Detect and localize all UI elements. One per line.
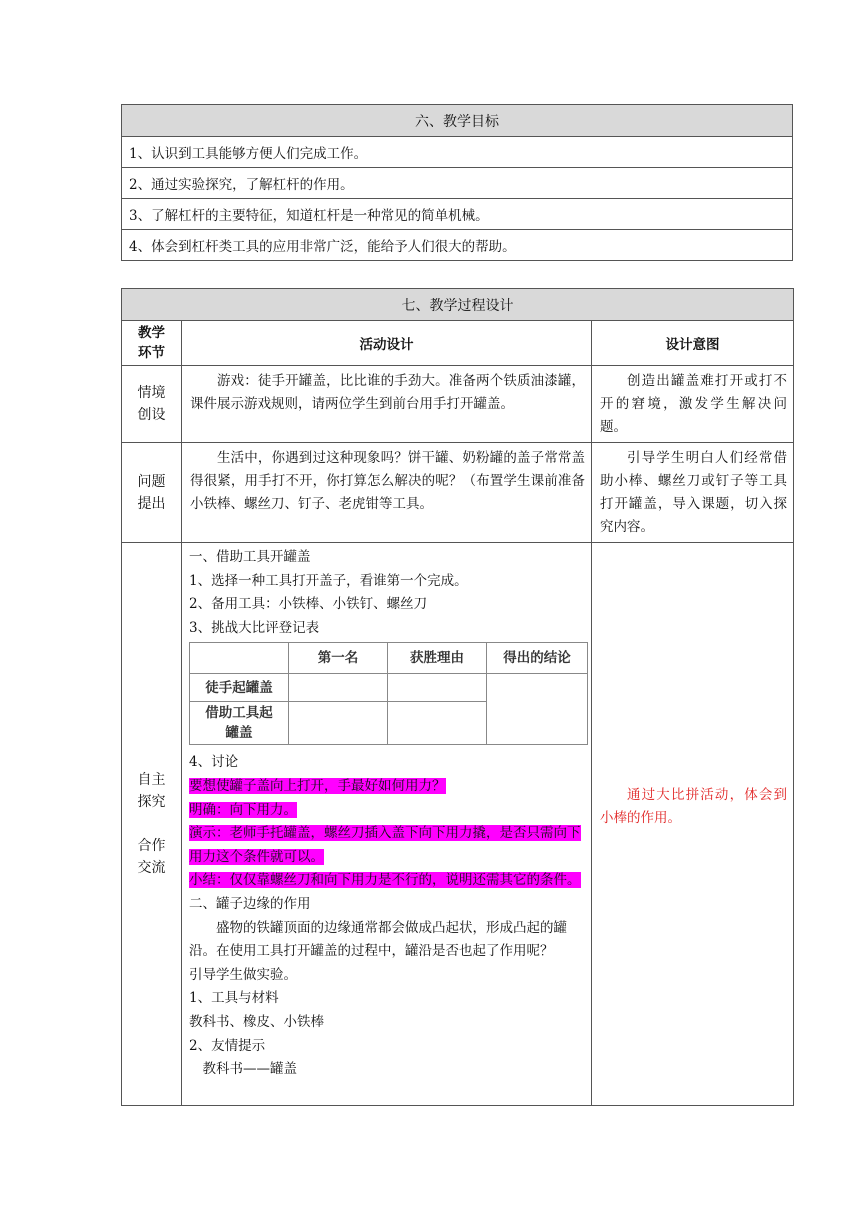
- objective-item-1: 1、认识到工具能够方便人们完成工作。: [122, 137, 793, 168]
- part2-title: 二、罐子边缘的作用: [189, 895, 311, 912]
- col-activity-header: 活动设计: [182, 321, 592, 366]
- intent-situation: 创造出罐盖难打开或打不开的窘境，激发学生解决问题。: [592, 366, 794, 443]
- stage-label-situation: 情境创设: [137, 385, 166, 423]
- highlight-question: 要想使罐子盖向上打开，手最好如何用力？: [189, 777, 446, 794]
- stage-label-question: 问题提出: [137, 473, 166, 512]
- score-cell: [289, 674, 388, 702]
- highlight-clarify: 明确：向下用力。: [189, 801, 297, 818]
- stage-label-explore: 自主探究: [137, 772, 166, 810]
- stage-label-cooperate: 合作交流: [137, 838, 166, 876]
- objective-item-3: 3、了解杠杆的主要特征，知道杠杆是一种常见的简单机械。: [122, 199, 793, 230]
- activity-situation: 游戏：徒手开罐盖，比比谁的手劲大。准备两个铁质油漆罐，课件展示游戏规则，请两位学生到前台用手打开罐盖。: [182, 366, 592, 443]
- score-row-bare-hand: 徒手起罐盖: [190, 674, 289, 702]
- score-cell: [388, 702, 487, 745]
- explore-line-1: 一、借助工具开罐盖: [189, 549, 311, 565]
- stage-cell-question: [122, 443, 182, 543]
- activity-question: 生活中，你遇到过这种现象吗？饼干罐、奶粉罐的盖子常常盖得很紧，用手打不开，你打算怎么解决的呢？（布置学生课前准备小铁棒、螺丝刀、钉子、老虎钳等工具。: [182, 443, 592, 543]
- tools-title: 1、工具与材料: [189, 990, 279, 1007]
- col-stage-header: [122, 321, 182, 366]
- score-cell: [487, 674, 588, 745]
- tips-text: 教科书——罐盖: [202, 1061, 297, 1078]
- process-header: 七、教学过程设计: [122, 289, 794, 321]
- score-table: [189, 642, 588, 745]
- score-cell: [388, 674, 487, 702]
- part2-paragraph: 盛物的铁罐顶面的边缘通常都会做成凸起状，形成凸起的罐沿。在使用工具打开罐盖的过程中，罐沿是否也起了作用呢？: [189, 919, 567, 960]
- score-header-reason: 获胜理由: [388, 643, 487, 674]
- discussion-title: 4、讨论: [189, 754, 239, 771]
- intent-question: 引导学生明白人们经常借助小棒、螺丝刀或钉子等工具打开罐盖，导入课题，切入探究内容。: [592, 443, 794, 543]
- col-stage-label: 教学环节: [138, 325, 165, 361]
- score-row-with-tool: 借助工具起罐盖: [190, 702, 289, 745]
- process-table: [121, 288, 794, 1106]
- objective-item-2: 2、通过实验探究，了解杠杆的作用。: [122, 168, 793, 199]
- highlight-summary: 小结：仅仅靠螺丝刀和向下用力是不行的，说明还需其它的条件。: [189, 872, 581, 889]
- explore-line-4: 3、挑战大比评登记表: [189, 619, 320, 636]
- intent-explore-cell: [592, 543, 794, 1106]
- col-intent-header: 设计意图: [592, 321, 794, 366]
- score-cell: [289, 702, 388, 745]
- tips-title: 2、友情提示: [189, 1037, 266, 1054]
- objectives-table: [121, 104, 793, 261]
- objective-item-4: 4、体会到杠杆类工具的应用非常广泛，能给予人们很大的帮助。: [122, 230, 793, 261]
- explore-line-3: 2、备用工具：小铁棒、小铁钉、螺丝刀: [189, 596, 428, 613]
- objectives-header: 六、教学目标: [122, 105, 793, 137]
- intent-explore: 通过大比拼活动，体会到小棒的作用。: [600, 786, 788, 826]
- score-header-conclusion: 得出的结论: [487, 643, 588, 674]
- stage-cell-situation: [122, 366, 182, 443]
- activity-explore: [182, 543, 592, 1106]
- score-header-blank: [190, 643, 289, 674]
- guide-line: 引导学生做实验。: [189, 966, 297, 983]
- score-header-first: 第一名: [289, 643, 388, 674]
- explore-line-2: 1、选择一种工具打开盖子，看谁第一个完成。: [189, 572, 468, 589]
- tools-list: 教科书、橡皮、小铁棒: [189, 1013, 324, 1030]
- highlight-demo: 演示：老师手托罐盖，螺丝刀插入盖下向下用力撬，是否只需向下用力这个条件就可以。: [189, 825, 581, 865]
- stage-cell-explore: [122, 543, 182, 1106]
